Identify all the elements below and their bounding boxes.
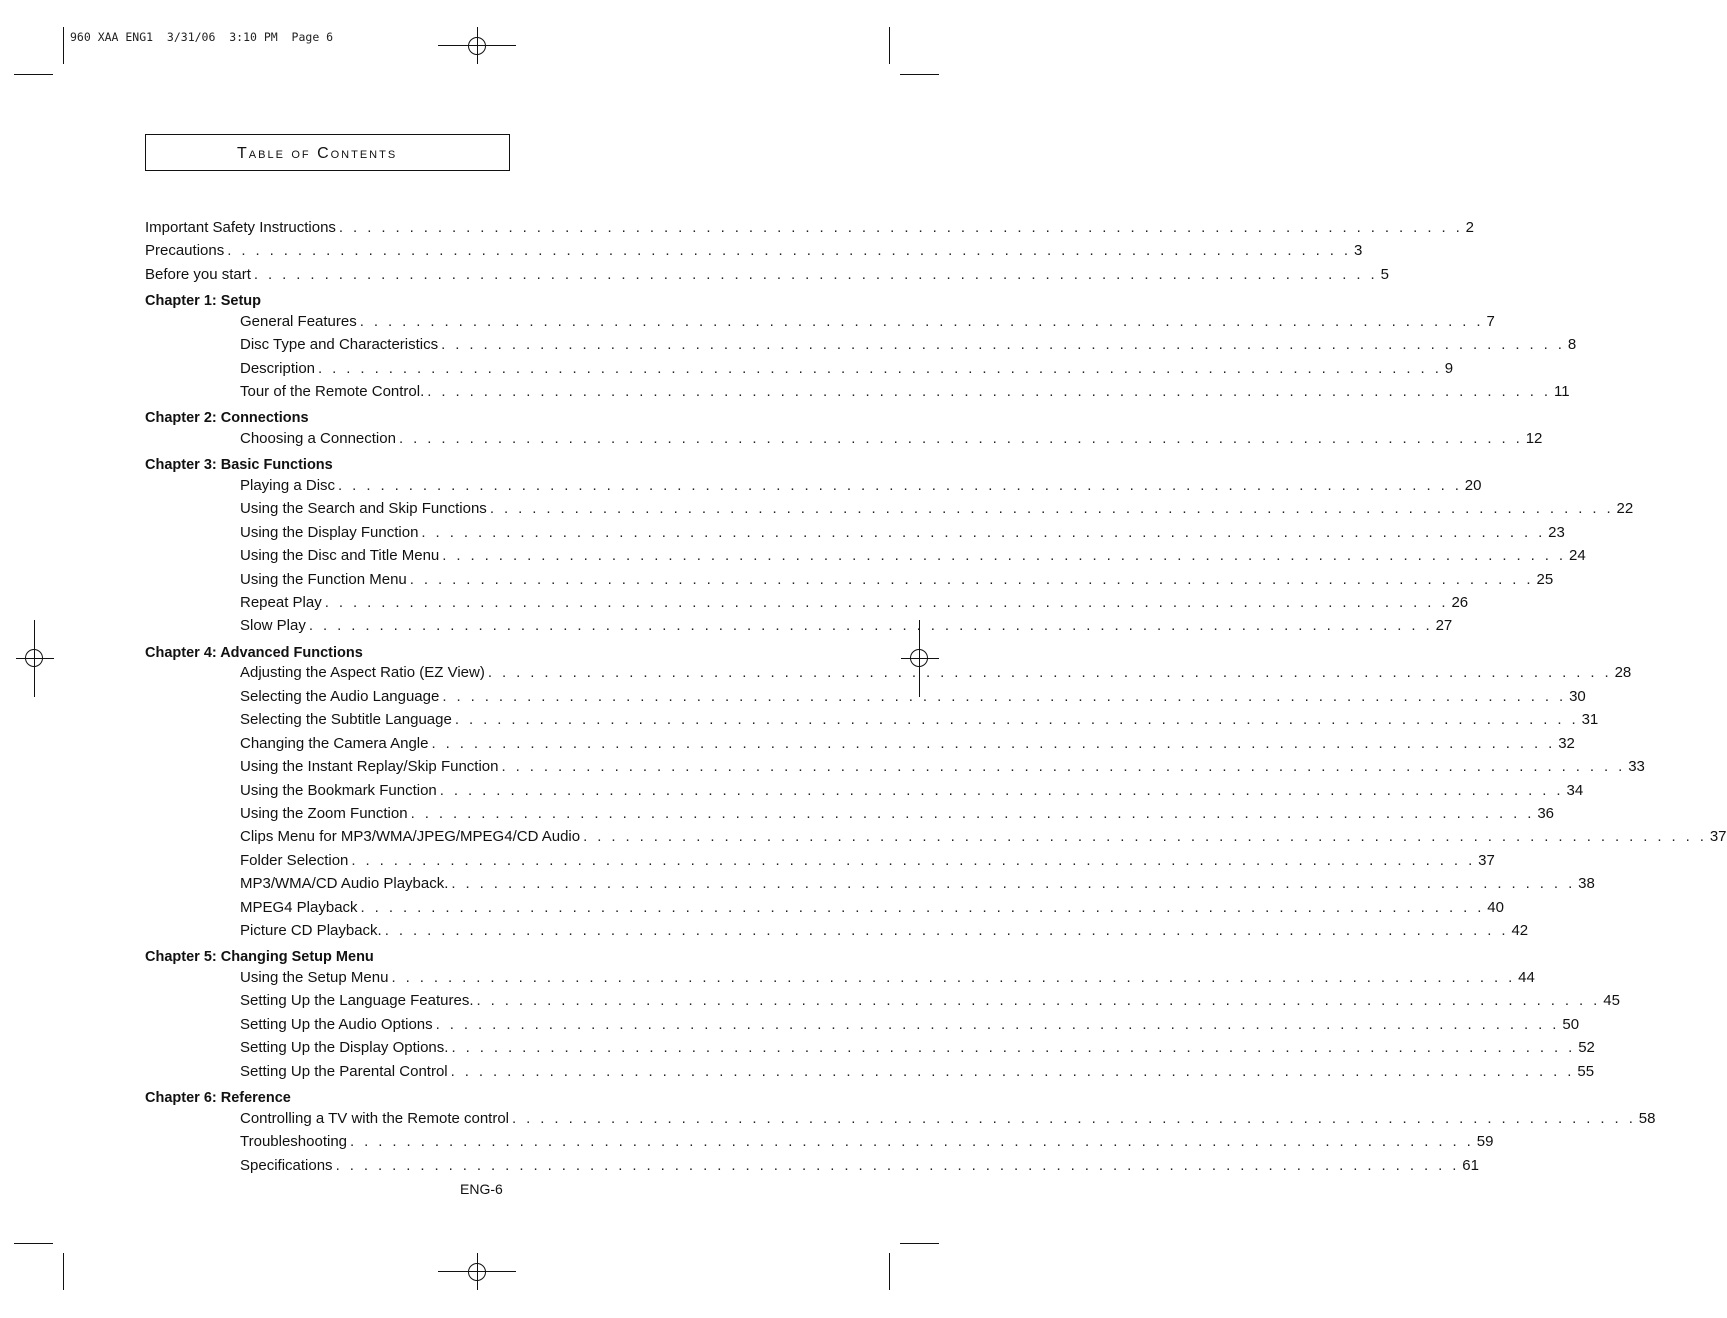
toc-entry-label: Using the Instant Replay/Skip Function bbox=[240, 758, 499, 776]
toc-entry-label: General Features bbox=[240, 312, 357, 330]
dot-leader: . . . . . . . . . . . . . . . . . . . . . . . . . . . . . . . . . . . . . . . . . . . . . . . . . . . . . . . . . . . . . . . . . . . . . . . . . . . . . . . . bbox=[308, 617, 1433, 635]
toc-entry-label: Important Safety Instructions bbox=[145, 219, 336, 236]
toc-entry[interactable] bbox=[145, 969, 1535, 992]
toc-entry[interactable] bbox=[145, 851, 1495, 875]
toc-entry-page: 22 bbox=[1616, 500, 1634, 518]
toc-entry-label: Controlling a TV with the Remote control bbox=[240, 1109, 510, 1127]
toc-entry-page: 36 bbox=[1537, 804, 1554, 822]
dot-leader: . . . . . . . . . . . . . . . . . . . . . . . . . . . . . . . . . . . . . . . . . . . . . . . . . . . . . . . . . . . . . . . . . . . . . . . . . . . . . . . . bbox=[409, 570, 1534, 588]
dot-leader: . . . . . . . . . . . . . . . . . . . . . . . . . . . . . . . . . . . . . . . . . . . . . . . . . . . . . . . . . . . . . . . . . . . . . . . . . . . . . . . . bbox=[454, 711, 1579, 729]
toc-entry[interactable] bbox=[145, 523, 1565, 547]
crop-mark bbox=[14, 1243, 53, 1244]
toc-entry-label: Specifications bbox=[240, 1156, 333, 1174]
dot-leader: . . . . . . . . . . . . . . . . . . . . . . . . . . . . . . . . . . . . . . . . . . . . . . . . . . . . . . . . . . . . . . . . . . . . . . . . . . . . . . . . bbox=[451, 1039, 1576, 1057]
toc-entry[interactable] bbox=[145, 875, 1595, 898]
crop-mark bbox=[889, 27, 890, 64]
toc-entry[interactable] bbox=[145, 804, 1554, 828]
page-title: Table of Contents bbox=[237, 145, 398, 162]
crop-mark bbox=[14, 74, 53, 75]
dot-leader: . . . . . . . . . . . . . . . . . . . . . . . . . . . . . . . . . . . . . . . . . . . . . . . . . . . . . . . . . . . . . . . . . . . . . . . . . . . . . . . . bbox=[439, 781, 1564, 799]
toc-entry-page: 45 bbox=[1603, 992, 1620, 1010]
dot-leader: . . . . . . . . . . . . . . . . . . . . . . . . . . . . . . . . . . . . . . . . . . . . . . . . . . . . . . . . . . . . . . . . . . . . . . . . . . . . . . . . bbox=[450, 1062, 1575, 1080]
toc-entry[interactable] bbox=[145, 570, 1554, 594]
toc-entry[interactable] bbox=[145, 1062, 1595, 1086]
toc-entry[interactable] bbox=[145, 547, 1586, 570]
toc-entry[interactable] bbox=[145, 383, 1570, 406]
toc-entry[interactable] bbox=[145, 617, 1453, 640]
toc-entry-label: Using the Setup Menu bbox=[240, 969, 389, 986]
toc-entry-page: 55 bbox=[1577, 1062, 1595, 1080]
toc-entry-page: 32 bbox=[1558, 734, 1575, 752]
toc-entry[interactable] bbox=[145, 734, 1575, 758]
toc-entry-label: Setting Up the Parental Control bbox=[240, 1062, 448, 1080]
toc-entry[interactable] bbox=[145, 687, 1586, 711]
toc-entry-page: 31 bbox=[1581, 711, 1599, 729]
dot-leader: . . . . . . . . . . . . . . . . . . . . . . . . . . . . . . . . . . . . . . . . . . . . . . . . . . . . . . . . . . . . . . . . . . . . . . . . . . . . . . . . bbox=[384, 922, 1509, 940]
toc-entry-label: Setting Up the Language Features. bbox=[240, 992, 474, 1010]
toc-entry[interactable] bbox=[145, 1133, 1494, 1156]
toc-entry-page: 50 bbox=[1562, 1015, 1580, 1033]
toc-entry-page: 11 bbox=[1554, 383, 1570, 401]
toc-entry-label: MP3/WMA/CD Audio Playback. bbox=[240, 875, 449, 893]
toc-entry-label: Selecting the Audio Language bbox=[240, 687, 440, 705]
dot-leader: . . . . . . . . . . . . . . . . . . . . . . . . . . . . . . . . . . . . . . . . . . . . . . . . . . . . . . . . . . . . . . . . . . . . . . . . . . . . . . . . bbox=[451, 875, 1576, 893]
dot-leader: . . . . . . . . . . . . . . . . . . . . . . . . . . . . . . . . . . . . . . . . . . . . . . . . . . . . . . . . . . . . . . . . . . . . . . . . . . . . . . . . bbox=[435, 1015, 1560, 1033]
toc-entry-label: Changing the Camera Angle bbox=[240, 734, 429, 752]
toc-entry[interactable] bbox=[145, 312, 1495, 336]
dot-leader: . . . . . . . . . . . . . . . . . . . . . . . . . . . . . . . . . . . . . . . . . . . . . . . . . . . . . . . . . . . . . . . . . . . . . . . . . . . . . . . . bbox=[512, 1109, 1636, 1127]
dot-leader: . . . . . . . . . . . . . . . . . . . . . . . . . . . . . . . . . . . . . . . . . . . . . . . . . . . . . . . . . . . . . . . . . . . . . . . . . . . . . . . . bbox=[501, 758, 1626, 776]
page-number: ENG-6 bbox=[460, 1181, 503, 1197]
toc-entry-label: Using the Bookmark Function bbox=[240, 781, 437, 799]
toc-entry-label: Using the Search and Skip Functions bbox=[240, 500, 487, 518]
toc-entry-page: 37 bbox=[1709, 828, 1727, 846]
toc-entry[interactable] bbox=[145, 265, 1389, 289]
toc-entry-label: Setting Up the Display Options. bbox=[240, 1039, 449, 1057]
chapter-heading: Chapter 6: Reference bbox=[145, 1089, 291, 1106]
crop-mark bbox=[900, 1243, 939, 1244]
dot-leader: . . . . . . . . . . . . . . . . . . . . . . . . . . . . . . . . . . . . . . . . . . . . . . . . . . . . . . . . . . . . . . . . . . . . . . . . . . . . . . . . bbox=[391, 969, 1516, 986]
toc-entry[interactable] bbox=[145, 781, 1584, 805]
toc-entry[interactable] bbox=[145, 1015, 1580, 1039]
toc-entry-page: 30 bbox=[1569, 687, 1586, 705]
crop-mark bbox=[63, 1253, 64, 1290]
toc-entry-page: 23 bbox=[1548, 523, 1565, 541]
dot-leader: . . . . . . . . . . . . . . . . . . . . . . . . . . . . . . . . . . . . . . . . . . . . . . . . . . . . . . . . . . . . . . . . . . . . . . . . . . . . . . . . bbox=[421, 523, 1546, 541]
dot-leader: . . . . . . . . . . . . . . . . . . . . . . . . . . . . . . . . . . . . . . . . . . . . . . . . . . . . . . . . . . . . . . . . . . . . . . . . . . . . . . . . bbox=[359, 312, 1484, 330]
dot-leader: . . . . . . . . . . . . . . . . . . . . . . . . . . . . . . . . . . . . . . . . . . . . . . . . . . . . . . . . . . . . . . . . . . . . . . . . . . . . . . . . bbox=[431, 734, 1556, 752]
crop-mark bbox=[889, 1253, 890, 1290]
toc-entry-label: Choosing a Connection bbox=[240, 429, 396, 447]
dot-leader: . . . . . . . . . . . . . . . . . . . . . . . . . . . . . . . . . . . . . . . . . . . . . . . . . . . . . . . . . . . . . . . . . . . . . . . . . . . . . . . . bbox=[398, 429, 1523, 447]
dot-leader: . . . . . . . . . . . . . . . . . . . . . . . . . . . . . . . . . . . . . . . . . . . . . . . . . . . . . . . . . . . . . . . . . . . . . . . . . . . . . . . . bbox=[324, 594, 1449, 611]
toc-entry[interactable] bbox=[145, 429, 1543, 453]
toc-entry[interactable] bbox=[145, 476, 1482, 500]
toc-entry-label: Slow Play bbox=[240, 617, 306, 635]
chapter-heading: Chapter 5: Changing Setup Menu bbox=[145, 949, 374, 966]
toc-entry-label: Using the Zoom Function bbox=[240, 804, 408, 822]
dot-leader: . . . . . . . . . . . . . . . . . . . . . . . . . . . . . . . . . . . . . . . . . . . . . . . . . . . . . . . . . . . . . . . . . . . . . . . . . . . . . . . . bbox=[441, 336, 1565, 354]
toc-entry[interactable] bbox=[145, 711, 1599, 734]
crop-mark bbox=[63, 27, 64, 64]
toc-entry-label: Adjusting the Aspect Ratio (EZ View) bbox=[240, 664, 485, 682]
crop-mark bbox=[900, 74, 939, 75]
toc-entry[interactable] bbox=[145, 992, 1620, 1015]
toc-entry[interactable] bbox=[145, 1156, 1479, 1180]
toc-entry-page: 9 bbox=[1444, 359, 1454, 377]
toc-entry-page: 20 bbox=[1464, 476, 1482, 494]
toc-entry-page: 26 bbox=[1451, 594, 1469, 611]
dot-leader: . . . . . . . . . . . . . . . . . . . . . . . . . . . . . . . . . . . . . . . . . . . . . . . . . . . . . . . . . . . . . . . . . . . . . . . . . . . . . . . . bbox=[487, 664, 1612, 682]
toc-entry-page: 37 bbox=[1478, 851, 1495, 869]
toc-entry-page: 2 bbox=[1465, 219, 1474, 236]
toc-entry[interactable] bbox=[145, 898, 1504, 922]
toc-entry-page: 59 bbox=[1476, 1133, 1494, 1151]
chapter-heading: Chapter 4: Advanced Functions bbox=[145, 644, 363, 661]
toc-entry-page: 52 bbox=[1578, 1039, 1595, 1057]
toc-entry[interactable] bbox=[145, 242, 1363, 265]
toc-entry-page: 40 bbox=[1487, 898, 1504, 916]
toc-entry[interactable] bbox=[145, 828, 1727, 851]
dot-leader: . . . . . . . . . . . . . . . . . . . . . . . . . . . . . . . . . . . . . . . . . . . . . . . . . . . . . . . . . . . . . . . . . . . . . . . . . . . . . . . . bbox=[410, 804, 1535, 822]
dot-leader: . . . . . . . . . . . . . . . . . . . . . . . . . . . . . . . . . . . . . . . . . . . . . . . . . . . . . . . . . . . . . . . . . . . . . . . . . . . . . . . . bbox=[318, 359, 1442, 377]
toc-entry-label: Using the Function Menu bbox=[240, 570, 407, 588]
toc-entry-label: Setting Up the Audio Options bbox=[240, 1015, 433, 1033]
toc-entry-label: Selecting the Subtitle Language bbox=[240, 711, 452, 729]
toc-entry-page: 28 bbox=[1614, 664, 1632, 682]
toc-entry-page: 3 bbox=[1353, 242, 1363, 260]
toc-entry-label: Playing a Disc bbox=[240, 476, 336, 494]
toc-entry[interactable] bbox=[145, 500, 1634, 523]
toc-entry-label: Using the Display Function bbox=[240, 523, 419, 541]
table-of-contents bbox=[145, 219, 1727, 1180]
toc-entry[interactable] bbox=[145, 1039, 1595, 1062]
toc-entry-label: Folder Selection bbox=[240, 851, 349, 869]
toc-entry-page: 8 bbox=[1567, 336, 1577, 354]
toc-entry-label: Tour of the Remote Control. bbox=[240, 383, 425, 401]
toc-entry-page: 27 bbox=[1435, 617, 1453, 635]
dot-leader: . . . . . . . . . . . . . . . . . . . . . . . . . . . . . . . . . . . . . . . . . . . . . . . . . . . . . . . . . . . . . . . . . . . . . . . . . . . . . . . . bbox=[351, 851, 1476, 869]
chapter-heading: Chapter 2: Connections bbox=[145, 410, 309, 427]
toc-entry-label: Precautions bbox=[145, 242, 225, 260]
dot-leader: . . . . . . . . . . . . . . . . . . . . . . . . . . . . . . . . . . . . . . . . . . . . . . . . . . . . . . . . . . . . . . . . . . . . . . . . . . . . . . . . bbox=[338, 476, 1462, 494]
toc-entry-label: Disc Type and Characteristics bbox=[240, 336, 439, 354]
chapter-heading: Chapter 3: Basic Functions bbox=[145, 457, 333, 474]
toc-entry[interactable] bbox=[145, 594, 1469, 617]
dot-leader: . . . . . . . . . . . . . . . . . . . . . . . . . . . . . . . . . . . . . . . . . . . . . . . . . . . . . . . . . . . . . . . . . . . . . . . . . . . . . . . . bbox=[350, 1133, 1474, 1151]
dot-leader: . . . . . . . . . . . . . . . . . . . . . . . . . . . . . . . . . . . . . . . . . . . . . . . . . . . . . . . . . . . . . . . . . . . . . . . . . . . . . . . . bbox=[253, 265, 1378, 283]
dot-leader: . . . . . . . . . . . . . . . . . . . . . . . . . . . . . . . . . . . . . . . . . . . . . . . . . . . . . . . . . . . . . . . . . . . . . . . . . . . . . . . . bbox=[489, 500, 1614, 518]
toc-entry[interactable] bbox=[145, 336, 1577, 359]
toc-entry-page: 34 bbox=[1566, 781, 1584, 799]
toc-entry-label: Clips Menu for MP3/WMA/JPEG/MPEG4/CD Audio bbox=[240, 828, 581, 846]
toc-entry-page: 58 bbox=[1638, 1109, 1656, 1127]
toc-entry-page: 33 bbox=[1628, 758, 1645, 776]
toc-entry-page: 5 bbox=[1380, 265, 1389, 283]
toc-entry-label: Using the Disc and Title Menu bbox=[240, 547, 440, 565]
toc-entry[interactable] bbox=[145, 219, 1474, 242]
dot-leader: . . . . . . . . . . . . . . . . . . . . . . . . . . . . . . . . . . . . . . . . . . . . . . . . . . . . . . . . . . . . . . . . . . . . . . . . . . . . . . . . bbox=[338, 219, 1463, 236]
toc-entry-page: 12 bbox=[1525, 429, 1543, 447]
chapter-heading: Chapter 1: Setup bbox=[145, 293, 262, 310]
toc-entry-label: Troubleshooting bbox=[240, 1133, 348, 1151]
toc-entry[interactable] bbox=[145, 1109, 1656, 1133]
toc-entry-page: 38 bbox=[1578, 875, 1595, 893]
dot-leader: . . . . . . . . . . . . . . . . . . . . . . . . . . . . . . . . . . . . . . . . . . . . . . . . . . . . . . . . . . . . . . . . . . . . . . . . . . . . . . . . bbox=[335, 1156, 1460, 1174]
toc-entry[interactable] bbox=[145, 664, 1632, 687]
dot-leader: . . . . . . . . . . . . . . . . . . . . . . . . . . . . . . . . . . . . . . . . . . . . . . . . . . . . . . . . . . . . . . . . . . . . . . . . . . . . . . . . bbox=[360, 898, 1485, 916]
toc-entry[interactable] bbox=[145, 758, 1645, 781]
toc-entry[interactable] bbox=[145, 922, 1529, 945]
title-box bbox=[145, 134, 510, 171]
toc-entry-label: Before you start bbox=[145, 265, 251, 283]
toc-entry-page: 25 bbox=[1536, 570, 1554, 588]
dot-leader: . . . . . . . . . . . . . . . . . . . . . . . . . . . . . . . . . . . . . . . . . . . . . . . . . . . . . . . . . . . . . . . . . . . . . . . . . . . . . . . . bbox=[427, 383, 1551, 401]
toc-entry-label: MPEG4 Playback bbox=[240, 898, 358, 916]
toc-entry-label: Repeat Play bbox=[240, 594, 322, 611]
dot-leader: . . . . . . . . . . . . . . . . . . . . . . . . . . . . . . . . . . . . . . . . . . . . . . . . . . . . . . . . . . . . . . . . . . . . . . . . . . . . . . . . bbox=[476, 992, 1601, 1010]
dot-leader: . . . . . . . . . . . . . . . . . . . . . . . . . . . . . . . . . . . . . . . . . . . . . . . . . . . . . . . . . . . . . . . . . . . . . . . . . . . . . . . . bbox=[583, 828, 1707, 846]
toc-entry-label: Picture CD Playback. bbox=[240, 922, 382, 940]
toc-entry-page: 44 bbox=[1518, 969, 1535, 986]
toc-entry-page: 24 bbox=[1569, 547, 1586, 565]
toc-entry-label: Description bbox=[240, 359, 316, 377]
dot-leader: . . . . . . . . . . . . . . . . . . . . . . . . . . . . . . . . . . . . . . . . . . . . . . . . . . . . . . . . . . . . . . . . . . . . . . . . . . . . . . . . bbox=[227, 242, 1351, 260]
toc-entry-page: 61 bbox=[1462, 1156, 1479, 1174]
toc-entry-page: 42 bbox=[1511, 922, 1529, 940]
dot-leader: . . . . . . . . . . . . . . . . . . . . . . . . . . . . . . . . . . . . . . . . . . . . . . . . . . . . . . . . . . . . . . . . . . . . . . . . . . . . . . . . bbox=[442, 547, 1566, 565]
toc-entry-page: 7 bbox=[1486, 312, 1495, 330]
toc-entry[interactable] bbox=[145, 359, 1454, 383]
printer-slug: 960 XAA ENG1 3/31/06 3:10 PM Page 6 bbox=[70, 30, 334, 44]
dot-leader: . . . . . . . . . . . . . . . . . . . . . . . . . . . . . . . . . . . . . . . . . . . . . . . . . . . . . . . . . . . . . . . . . . . . . . . . . . . . . . . . bbox=[442, 687, 1567, 705]
